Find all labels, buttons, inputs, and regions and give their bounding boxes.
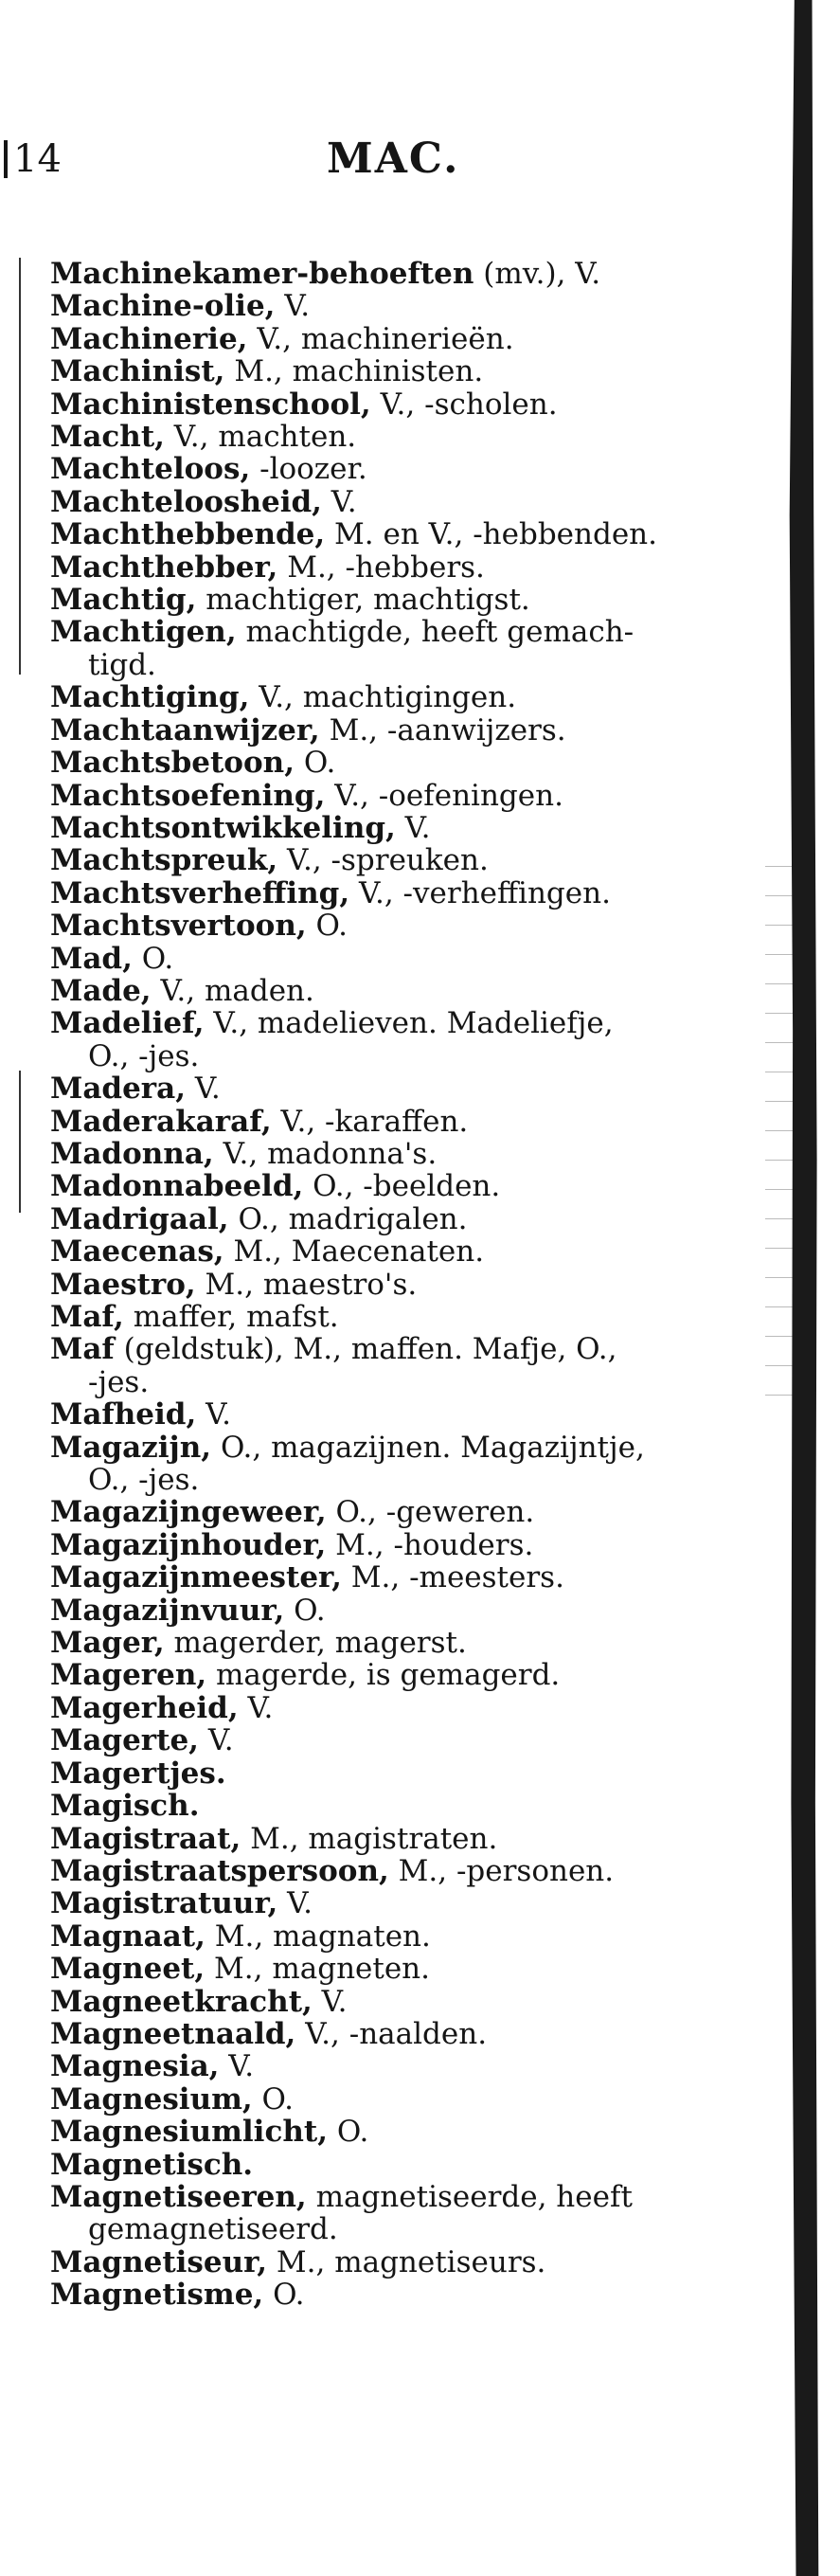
entry-headword: Magnetisme, [50,2278,264,2313]
entry-headword: Magnaat, [50,1918,206,1954]
entry-headword: Magneet, [50,1952,206,1987]
entry-headword: Maf, [50,1300,124,1334]
entry-definition: O. [132,941,174,976]
entry-definition: M., Maecenaten. [223,1234,485,1270]
entry-definition: M., magnetiseurs. [267,2244,546,2279]
dictionary-entry [50,1269,770,1301]
entry-definition: O. [252,2081,295,2117]
entry-definition: M., -houders. [326,1527,534,1562]
dictionary-entry [50,453,770,485]
entry-headword: Made, [50,973,152,1008]
entry-definition: V. [238,1690,274,1725]
dictionary-entry [50,584,770,616]
dictionary-entry [50,388,770,421]
entry-definition: O. [263,2278,305,2313]
entry-definition: M., magistraten. [241,1821,498,1856]
entry-continuation: tigd. [88,647,156,682]
dictionary-entry [50,1724,770,1756]
dictionary-entry [50,681,770,713]
entry-headword: Machtiging, [50,680,250,715]
entry-headword: Machteloosheid, [50,484,322,519]
entry-headword: Magazijn, [50,1430,212,1465]
dictionary-entry [50,1823,770,1855]
dictionary-entry [50,1496,770,1528]
dictionary-entry [50,1398,770,1431]
entry-definition: V. [196,1397,231,1432]
entry-definition: M., machinisten. [224,354,484,389]
page-number [4,137,62,181]
entry-definition: V., machinerieën. [247,321,514,356]
entry-headword: Machtsvertoon, [50,909,307,944]
dictionary-entry [50,1106,770,1138]
entry-definition: V., -oefeningen. [325,778,563,813]
dictionary-entries [50,258,770,2312]
entry-definition: machtiger, machtigst. [196,583,530,618]
dictionary-entry [50,323,770,355]
entry-headword: Machtigen, [50,615,237,650]
dictionary-entry [50,1920,770,1953]
entry-definition: V., madonna's. [213,1136,438,1171]
dictionary-entry [50,355,770,387]
entry-definition: M., -meesters. [341,1560,564,1595]
entry-headword: Machtaanwijzer, [50,712,320,748]
entry-headword: Mager, [50,1626,165,1661]
dictionary-entry [50,1757,770,1790]
entry-definition: magerder, magerst. [164,1626,467,1661]
entry-definition: O. [295,746,336,781]
entry-definition: V. [198,1723,234,1758]
entry-headword: Machtspreuk, [50,843,278,878]
dictionary-entry [50,747,770,779]
entry-headword: Madonnabeeld, [50,1169,304,1204]
entry-definition: M., magnaten. [205,1918,431,1954]
dictionary-entry [50,421,770,453]
entry-definition: O., -beelden. [303,1169,501,1204]
dictionary-entry [50,2116,770,2148]
entry-definition: V. [186,1072,221,1107]
entry-definition: O. [284,1593,326,1628]
entry-headword: Magazijnmeester, [50,1560,342,1595]
dictionary-entry [50,2018,770,2050]
entry-definition: O., madrigalen. [228,1201,468,1236]
dictionary-entry [50,518,770,550]
dictionary-entry [50,2246,770,2279]
entry-headword: Machtsbetoon, [50,746,295,781]
entry-definition: V. [219,2049,255,2084]
entry-headword: Mafheid, [50,1397,197,1432]
entry-headword: Magerheid, [50,1690,239,1725]
entry-headword: Machinist, [50,354,225,389]
entry-headword: Madonna, [50,1136,214,1171]
entry-headword: Machtsontwikkeling, [50,810,396,845]
dictionary-entry [50,844,770,876]
entry-definition: V., maden. [151,973,314,1008]
dictionary-entry [50,780,770,812]
entry-headword: Madelief, [50,1006,205,1041]
entry-headword: Magnetiseeren, [50,2179,307,2214]
entry-definition: V., machtigingen. [249,680,517,715]
entry-definition: O. [328,2115,369,2150]
entry-continuation: -jes. [88,1364,150,1399]
entry-definition: M. en V., -hebbenden. [325,517,657,552]
dictionary-entry [50,943,770,975]
dictionary-entry [50,975,770,1007]
entry-headword: Machinerie, [50,321,248,356]
dictionary-entry [50,1986,770,2018]
entry-definition: V., -scholen. [370,387,558,422]
dictionary-entry [50,1692,770,1724]
entry-headword: Magisch. [50,1789,200,1824]
entry-definition: V., -naalden. [295,2016,488,2051]
entry-definition: (geldstuk), M., maffen. Mafje, O., [114,1332,617,1367]
entry-definition: M., -aanwijzers. [319,712,566,748]
dictionary-entry [50,258,770,290]
entry-headword: Machthebber, [50,549,278,585]
entry-headword: Magistraat, [50,1821,241,1856]
dictionary-entry [50,1627,770,1659]
entry-definition: V., -karaffen. [271,1104,469,1139]
entry-definition: V., -spreuken. [277,843,489,878]
page-number-text: 14 [13,137,62,181]
entry-headword: Magnetiseur, [50,2244,268,2279]
entry-definition: O., -geweren. [326,1495,535,1530]
entry-headword: Magerte, [50,1723,199,1758]
entry-headword: Magnetisch. [50,2147,254,2182]
entry-headword: Magneetkracht, [50,1984,313,2019]
entry-headword: Machtig, [50,583,197,618]
entry-headword: Maecenas, [50,1234,224,1270]
dictionary-entry [50,1007,770,1072]
page-number-trimmed-digit [4,140,8,178]
entry-headword: Madera, [50,1072,187,1107]
entry-definition: O., magazijnen. Magazijntje, [211,1430,645,1465]
entry-definition: V. [275,289,311,324]
entry-headword: Maderakaraf, [50,1104,272,1139]
dictionary-entry [50,2083,770,2116]
entry-definition: M., magneten. [205,1952,431,1987]
entry-headword: Magistratuur, [50,1886,278,1921]
entry-continuation: O., -jes. [88,1463,200,1498]
entry-definition: -loozer. [250,452,367,487]
running-head: MAC. [327,135,460,183]
entry-headword: Maestro, [50,1267,196,1302]
dictionary-entry [50,1170,770,1202]
entry-definition: magerde, is gemagerd. [206,1658,561,1693]
entry-headword: Machtsverheffing, [50,875,350,910]
entry-definition: V. [312,1984,348,2019]
dictionary-entry [50,1953,770,1985]
entry-definition: V., machten. [164,420,357,455]
entry-headword: Machine-olie, [50,289,276,324]
margin-rule [19,258,21,675]
entry-headword: Magazijngeweer, [50,1495,327,1530]
entry-headword: Machinistenschool, [50,387,371,422]
entry-definition: magnetiseerde, heeft [306,2179,633,2214]
entry-continuation: O., -jes. [88,1038,200,1073]
entry-headword: Magnesiumlicht, [50,2115,328,2150]
entry-headword: Mad, [50,941,133,976]
entry-headword: Machtsoefening, [50,778,326,813]
entry-definition: M., -hebbers. [277,549,485,585]
dictionary-entry [50,2149,770,2181]
dictionary-entry [50,486,770,518]
dictionary-entry [50,1203,770,1235]
dictionary-entry [50,2181,770,2246]
dictionary-entry [50,1659,770,1691]
entry-headword: Magneetnaald, [50,2016,296,2051]
dictionary-entry [50,1333,770,1398]
dictionary-entry [50,1529,770,1561]
entry-headword: Maf [50,1332,115,1367]
dictionary-entry [50,910,770,942]
entry-definition: V., -verheffingen. [349,875,611,910]
entry-definition: V. [277,1886,313,1921]
dictionary-entry [50,1432,770,1497]
binding-edge [788,0,820,2576]
entry-definition: V. [395,810,431,845]
dictionary-entry [50,616,770,681]
dictionary-entry [50,551,770,584]
entry-headword: Machteloos, [50,452,251,487]
entry-definition: machtigde, heeft gemach- [236,615,634,650]
entry-headword: Mageren, [50,1658,207,1693]
entry-headword: Macht, [50,420,165,455]
entry-continuation: gemagnetiseerd. [88,2212,338,2247]
dictionary-entry [50,1235,770,1268]
dictionary-entry [50,714,770,747]
dictionary-entry [50,2050,770,2082]
entry-headword: Magnesium, [50,2081,253,2117]
dictionary-entry [50,1887,770,1919]
entry-headword: Magazijnvuur, [50,1593,285,1628]
dictionary-entry [50,812,770,844]
dictionary-entry [50,1561,770,1594]
entry-definition: V. [321,484,357,519]
dictionary-entry [50,290,770,322]
dictionary-entry [50,2279,770,2311]
margin-rule [19,1071,21,1213]
entry-headword: Magnesia, [50,2049,220,2084]
entry-headword: Machthebbende, [50,517,326,552]
entry-headword: Magistraatspersoon, [50,1853,389,1888]
dictionary-entry [50,1790,770,1822]
entry-definition: M., maestro's. [195,1267,418,1302]
entry-definition: V., madelieven. Madeliefje, [204,1006,614,1041]
entry-definition: maffer, mafst. [123,1300,339,1334]
dictionary-entry [50,1072,770,1105]
dictionary-entry [50,1301,770,1333]
dictionary-entry [50,877,770,910]
entry-headword: Madrigaal, [50,1201,229,1236]
entry-headword: Machinekamer-behoeften [50,257,474,291]
entry-definition: (mv.), V. [474,257,601,291]
entry-headword: Magertjes. [50,1756,226,1791]
entry-definition: O. [306,909,348,944]
dictionary-entry [50,1594,770,1627]
entry-definition: M., -personen. [388,1853,615,1888]
entry-headword: Magazijnhouder, [50,1527,327,1562]
dictionary-entry [50,1855,770,1887]
dictionary-entry [50,1138,770,1170]
